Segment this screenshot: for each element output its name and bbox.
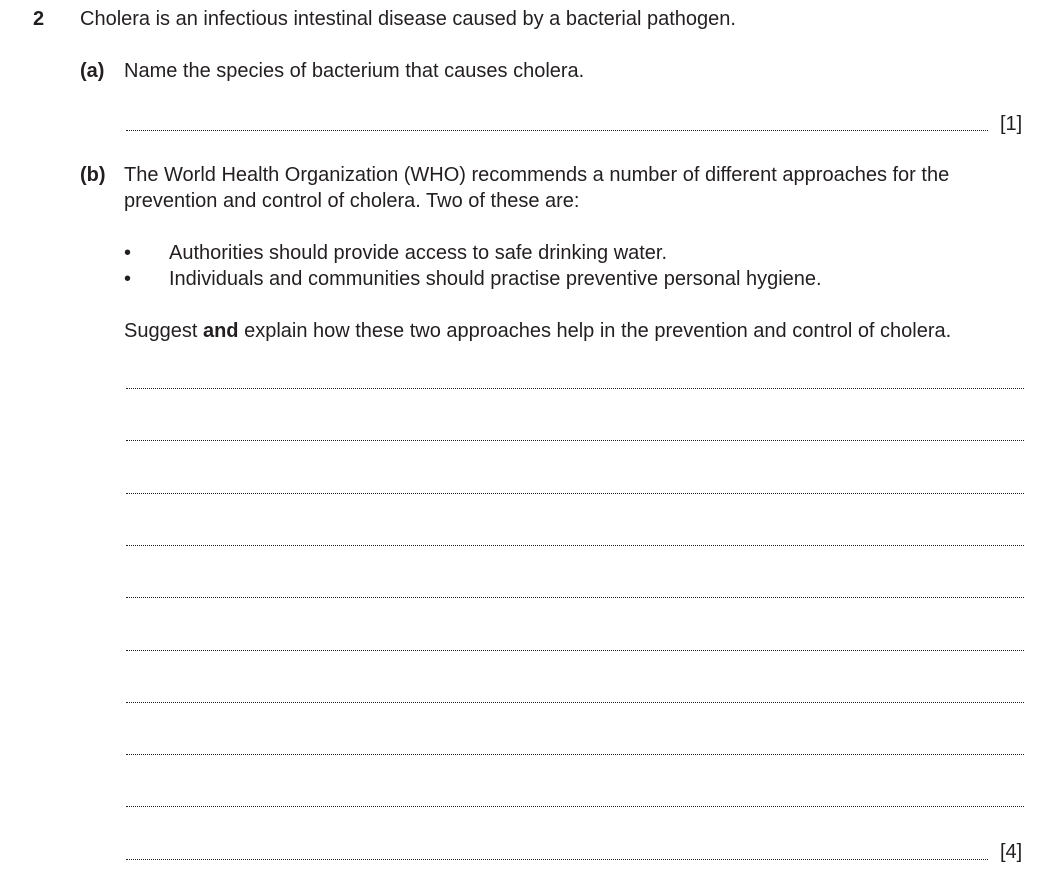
answer-line-part-b[interactable]: [126, 493, 1024, 494]
answer-line-part-b[interactable]: [126, 440, 1024, 441]
answer-line-part-b[interactable]: [126, 859, 988, 860]
answer-line-part-b[interactable]: [126, 545, 1024, 546]
bullet-marker: •: [124, 268, 132, 290]
part-b-instruction: [124, 318, 951, 344]
part-b-label: (b): [80, 164, 106, 186]
bullet-item-water: Authorities should provide access to safe drinking water.: [169, 242, 668, 264]
answer-line-part-b[interactable]: [126, 388, 1024, 389]
marks-part-b: [4]: [1000, 841, 1023, 863]
answer-line-part-a[interactable]: [126, 130, 988, 131]
marks-part-a: [1]: [1000, 113, 1023, 135]
part-b-question-line-1: The World Health Organization (WHO) recommends a number of different approaches for the: [124, 164, 950, 186]
instruction-text-start: Suggest: [124, 320, 203, 342]
part-b-question-line-2: prevention and control of cholera. Two of these are:: [124, 190, 580, 212]
question-number: 2: [33, 8, 45, 30]
instruction-bold-word: and: [202, 320, 239, 342]
bullet-item-hygiene: Individuals and communities should practise preventive personal hygiene.: [169, 268, 822, 290]
instruction-text-end: explain how these two approaches help in the prevention and control of cholera.: [238, 320, 952, 342]
question-intro: Cholera is an infectious intestinal disease caused by a bacterial pathogen.: [80, 8, 736, 30]
part-a-label: (a): [80, 60, 105, 82]
answer-line-part-b[interactable]: [126, 754, 1024, 755]
bullet-marker: •: [124, 242, 132, 264]
answer-line-part-b[interactable]: [126, 650, 1024, 651]
answer-line-part-b[interactable]: [126, 806, 1024, 807]
part-a-question: Name the species of bacterium that causes cholera.: [124, 60, 585, 82]
answer-line-part-b[interactable]: [126, 597, 1024, 598]
answer-line-part-b[interactable]: [126, 702, 1024, 703]
